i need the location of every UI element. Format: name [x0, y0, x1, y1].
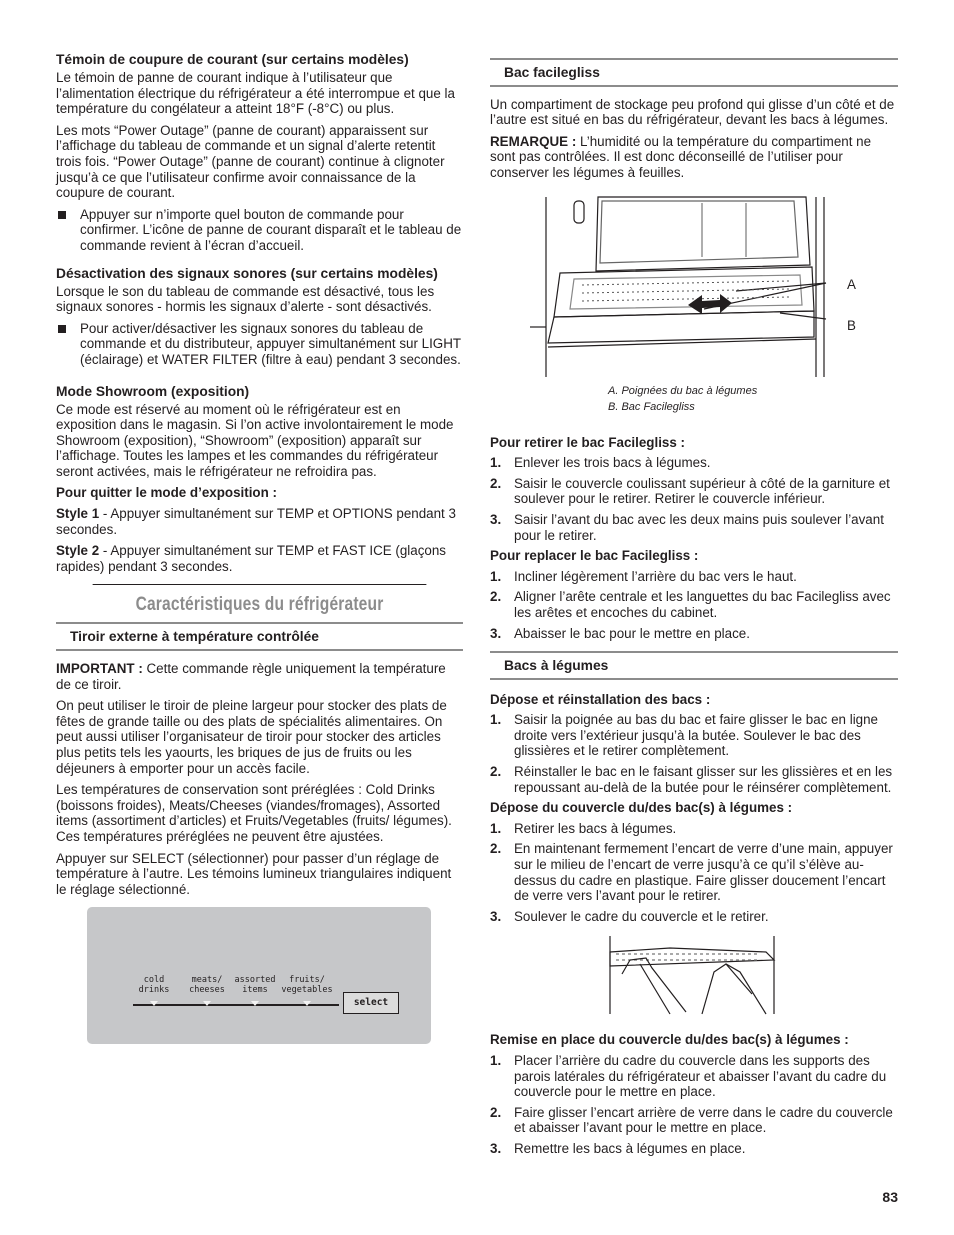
glide-replace-step: 1. Incliner légèrement l’arrière du bac vers le haut.: [490, 568, 797, 584]
crisper-replace-step: 2. Faire glisser l’encart arrière de verre dans le cadre du couvercle et abaisser l’avant pour le mettre en place.: [490, 1104, 893, 1136]
glide-replace-step: 3. Abaisser le bac pour le mettre en place.: [490, 625, 750, 641]
showroom-style1: Style 1 - Appuyer simultanément sur TEMP et OPTIONS pendant 3 secondes.: [56, 506, 456, 537]
glide-remove-heading: Pour retirer le bac Facilegliss :: [490, 434, 685, 450]
indicator-triangle-icon: [303, 1001, 311, 1006]
drawer-p4: Appuyer sur SELECT (sélectionner) pour passer d’un réglage de température à l’autre. Les témoins lumineux triangulaires indiquent le réglage sélectionné.: [56, 850, 452, 897]
crisper-replace-step: 3. Remettre les bacs à légumes en place.: [490, 1140, 746, 1156]
select-button[interactable]: select: [343, 992, 399, 1014]
assorted-items-label[interactable]: assorted items: [234, 975, 276, 996]
drawer-section-heading: Tiroir externe à température contrôlée: [56, 622, 463, 651]
indicator-triangle-icon: [150, 1001, 158, 1006]
drawer-control-panel: [87, 907, 431, 1044]
glide-section-heading: Bac facilegliss: [490, 58, 898, 87]
drawer-p2: On peut utiliser le tiroir de pleine largeur pour stocker des plats de fêtes de grande taille ou des plats de spécialités alimentaires. On peut aussi utiliser l’organisateur de tiroir pour stocker des articles plus petits tels les yaourts, les briques de jus de fruits ou les déjeuners à emporter pour un accès facile.: [56, 698, 447, 776]
crisper-remove-heading: Dépose et réinstallation des bacs :: [490, 691, 711, 707]
left-column: [56, 52, 463, 1044]
sound-bullet: Pour activer/désactiver les signaux sonores du tableau de commande et du distributeur, appuyer simultanément sur LIGHT (éclairage) et WATER FILTER (filtre à eau) pendant 3 secondes.: [56, 321, 463, 368]
caption-b: B. Bac Facilegliss: [608, 400, 695, 413]
indicator-triangle-icon: [251, 1001, 259, 1006]
callout-a: A: [847, 276, 856, 292]
glide-remove-step: 1. Enlever les trois bacs à légumes.: [490, 455, 711, 471]
bullet-square-icon: [58, 325, 66, 333]
bullet-square-icon: [58, 211, 66, 219]
sound-heading: Désactivation des signaux sonores (sur certains modèles): [56, 265, 438, 281]
glide-bin-figure: [490, 187, 898, 427]
crisper-cover-figure: [490, 934, 898, 1020]
crisper-cover-heading: Dépose du couvercle du/des bac(s) à légumes :: [490, 800, 793, 816]
crisper-cover-step: 2. En maintenant fermement l’encart de verre d’une main, appuyer sur le milieu de l’encart de verre jusqu’à ce qu’il s’élève au-dessus du cadre en plastique. Faire glisser doucement l’encart de verre vers l’avant pour le retirer.: [490, 841, 893, 904]
showroom-style2: Style 2 - Appuyer simultanément sur TEMP et FAST ICE (glaçons rapides) pendant 3 secondes.: [56, 543, 447, 574]
sound-p1: Lorsque le son du tableau de commande est désactivé, tous les signaux sonores - hormis les signaux d’alerte - sont désactivés.: [56, 283, 435, 315]
drawer-p3: Les températures de conservation sont préréglées : Cold Drinks (boissons froides), Meats/Cheeses (viandes/fromages), Assorted items (assortiment d’articles) et Fruits/Vegetables (fruits/ légumes). Ces températures préréglées ne peuvent être ajustées.: [56, 782, 452, 844]
crisper-remove-step: 1. Saisir la poignée au bas du bac et faire glisser le bac en ligne droite vers l’extérieur jusqu’à la butée. Soulever le bac des glissières et le retirer complètement.: [490, 712, 879, 759]
glide-note: REMARQUE : L’humidité ou la température du compartiment ne sont pas contrôlées. Il est donc déconseillé de l’utiliser pour conserver les légumes à feuilles.: [490, 133, 872, 180]
glide-replace-step: 2. Aligner l’arête centrale et les languettes du bac Facilegliss avec les arêtes et encoches du cabinet.: [490, 589, 891, 620]
indicator-triangle-icon: [203, 1001, 211, 1006]
cold-drinks-label[interactable]: cold drinks: [138, 975, 170, 996]
right-column: [490, 58, 898, 1162]
crisper-cover-step: 1. Retirer les bacs à légumes.: [490, 820, 677, 836]
showroom-heading: Mode Showroom (exposition): [56, 383, 250, 399]
caption-a: A. Poignées du bac à légumes: [608, 384, 758, 397]
crisper-section-heading: Bacs à légumes: [490, 651, 898, 680]
crisper-replace-heading: Remise en place du couvercle du/des bac(s) à légumes :: [490, 1032, 849, 1048]
power-outage-p2: Les mots “Power Outage” (panne de courant) apparaissent sur l’affichage du tableau de commande et un signal d’alerte retentit trois fois. “Power Outage” (panne de courant) continue à clignoter jusqu’à ce que l’utilisateur confirme avoir connaissance de la coupure de courant.: [56, 122, 445, 201]
power-outage-heading: Témoin de coupure de courant (sur certains modèles): [56, 52, 409, 67]
page-number: 83: [882, 1189, 898, 1205]
glide-remove-step: 3. Saisir l’avant du bac avec les deux mains puis soulever l’avant pour le retirer.: [490, 511, 884, 543]
features-title: Caractéristiques du réfrigérateur: [93, 584, 427, 616]
showroom-quit-label: Pour quitter le mode d’exposition :: [56, 485, 277, 501]
glide-p1: Un compartiment de stockage peu profond qui glisse d’un côté et de l’autre est situé en bas du réfrigérateur, devant les bacs à légumes.: [490, 96, 895, 128]
power-outage-bullet: Appuyer sur n’importe quel bouton de commande pour confirmer. L’icône de panne de courant disparaît et le tableau de commande revient à l’écran d’accueil.: [56, 207, 463, 254]
power-outage-p1: Le témoin de panne de courant indique à l’utilisateur que l’alimentation électrique du réfrigérateur a été interrompue et que la température du congélateur a atteint 18°F (-8°C) ou plus.: [56, 70, 455, 117]
fruits-vegetables-label[interactable]: fruits/ vegetables: [281, 975, 333, 996]
meats-cheeses-label[interactable]: meats/ cheeses: [189, 975, 225, 996]
drawer-important: IMPORTANT : Cette commande règle uniquement la température de ce tiroir.: [56, 661, 446, 692]
crisper-cover-illustration: [490, 934, 898, 1020]
crisper-remove-step: 2. Réinstaller le bac en le faisant glisser sur les glissières et en les repoussant au-delà de la butée pour le réinsérer complètement.: [490, 764, 893, 795]
showroom-p1: Ce mode est réservé au moment où le réfrigérateur est en exposition dans le magasin. Si l’on active involontairement le mode Showroom (exposition), “Showroom” (exposition) apparaît sur l’affichage. Toutes les lampes et les commandes du réfrigérateur seront activées, mais le réfrigérateur ne refroidira pas.: [56, 401, 454, 479]
crisper-replace-step: 1. Placer l’arrière du cadre du couvercle dans les supports des parois latérales du réfrigérateur et abaisser l’avant du cadre du couvercle pour le mettre en place.: [490, 1053, 887, 1100]
glide-replace-heading: Pour replacer le bac Facilegliss :: [490, 548, 699, 564]
glide-remove-step: 2. Saisir le couvercle coulissant supérieur à côté de la garniture et soulever pour le retirer. Retirer le couvercle inférieur.: [490, 475, 890, 507]
crisper-cover-step: 3. Soulever le cadre du couvercle et le retirer.: [490, 908, 769, 924]
callout-b: B: [847, 317, 856, 333]
